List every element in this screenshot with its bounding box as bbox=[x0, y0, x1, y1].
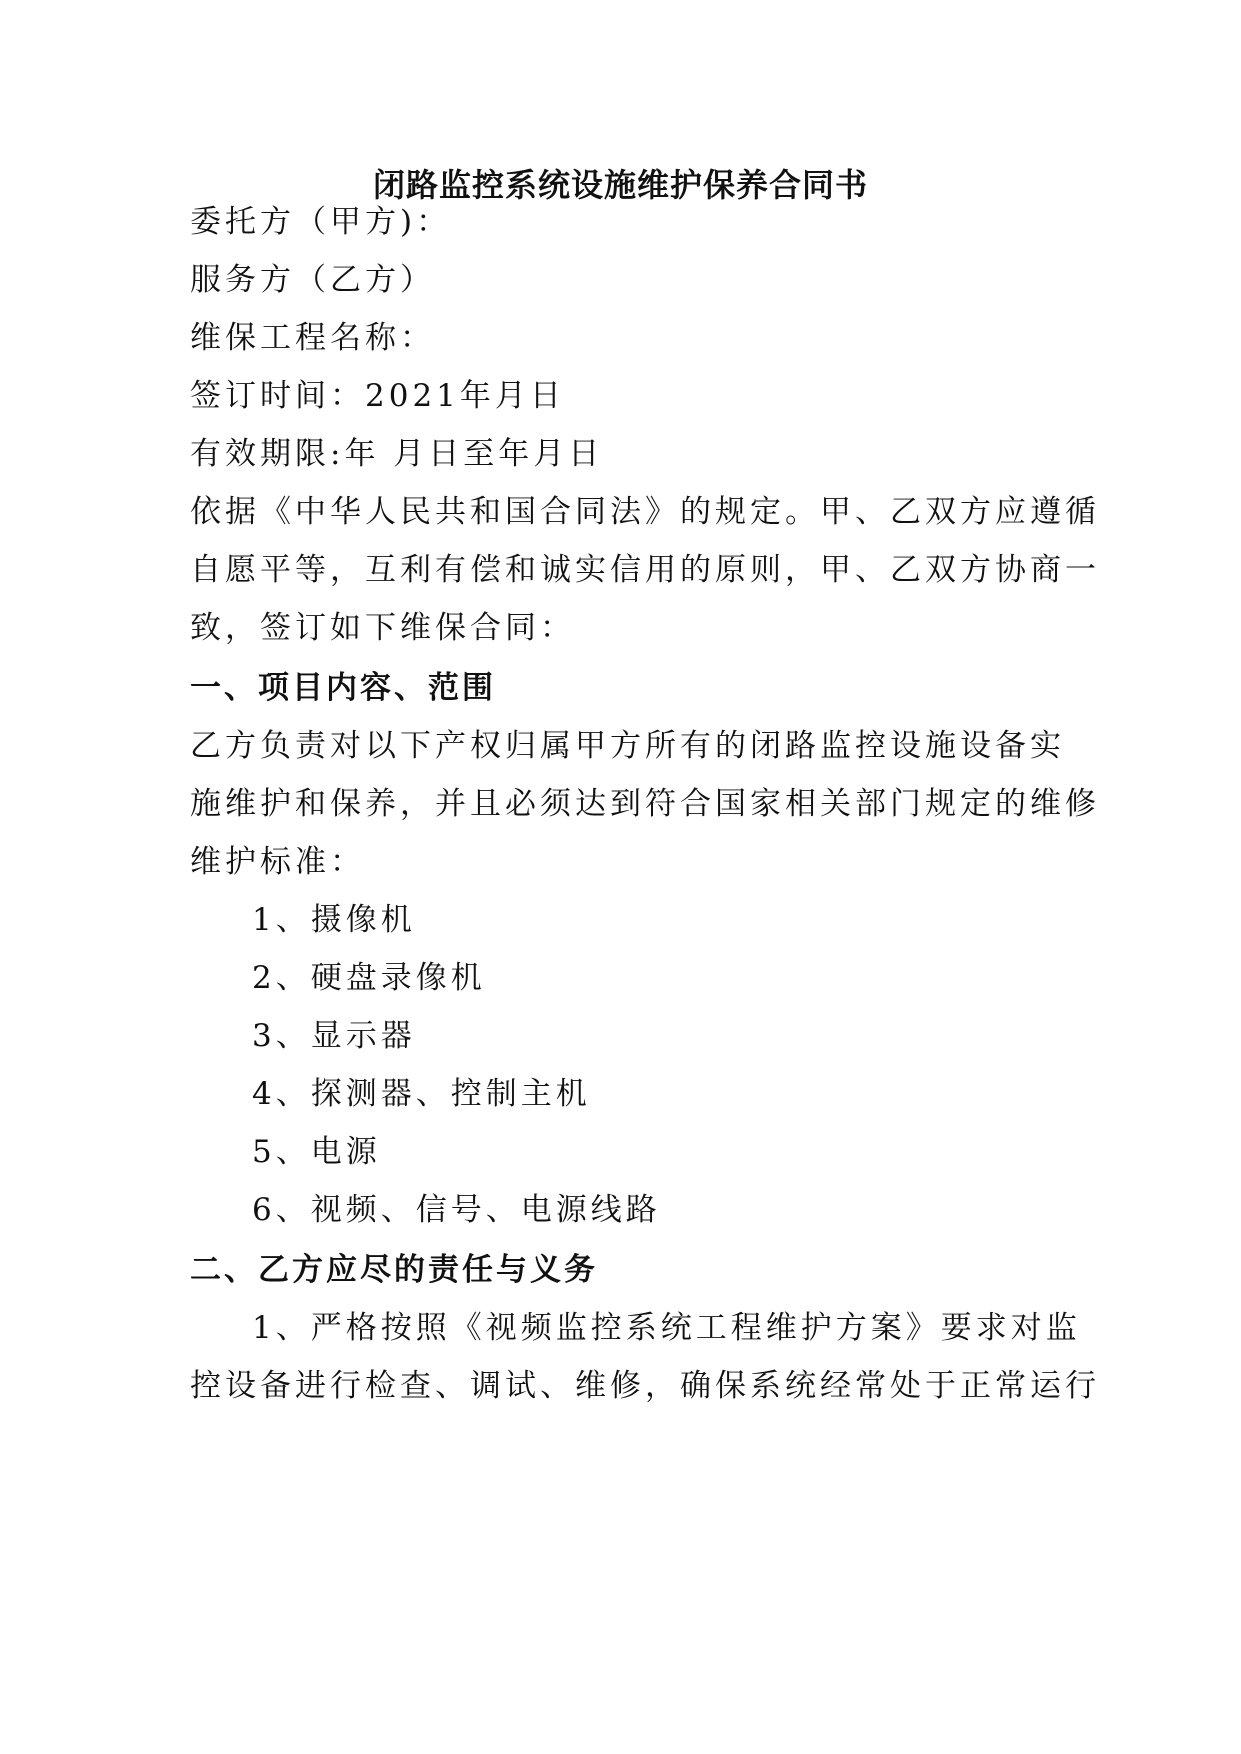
section-1-intro-line: 乙方负责对以下产权归属甲方所有的闭路监控设施设备实 bbox=[190, 728, 1065, 764]
section-1-heading: 一、项目内容、范围 bbox=[190, 670, 496, 706]
scope-list-item: 6、视频、信号、电源线路 bbox=[252, 1192, 661, 1228]
scope-list-item: 5、电源 bbox=[252, 1134, 381, 1170]
preamble-line: 自愿平等，互利有偿和诚实信用的原则，甲、乙双方协商一 bbox=[190, 552, 1100, 588]
section-2-heading: 二、乙方应尽的责任与义务 bbox=[190, 1252, 598, 1288]
preamble-line: 致，签订如下维保合同： bbox=[190, 610, 575, 646]
document-title: 闭路监控系统设施维护保养合同书 bbox=[372, 166, 868, 204]
client-field: 委托方（甲方)： bbox=[190, 204, 452, 240]
section-1-intro-line: 维护标准： bbox=[190, 844, 365, 880]
section-1-intro-line: 施维护和保养，并且必须达到符合国家相关部门规定的维修 bbox=[190, 786, 1100, 822]
provider-field: 服务方（乙方） bbox=[190, 262, 435, 298]
scope-list-item: 4、探测器、控制主机 bbox=[252, 1076, 591, 1112]
scope-list-item: 1、摄像机 bbox=[252, 902, 416, 938]
section-2-paragraph-line: 1、严格按照《视频监控系统工程维护方案》要求对监 bbox=[252, 1310, 1081, 1346]
project-name-field: 维保工程名称： bbox=[190, 320, 435, 356]
sign-date-field: 签订时间：2021年月日 bbox=[190, 378, 565, 414]
validity-field: 有效期限:年 月日至年月日 bbox=[190, 436, 604, 472]
scope-list-item: 3、显示器 bbox=[252, 1018, 416, 1054]
scope-list-item: 2、硬盘录像机 bbox=[252, 960, 486, 996]
section-2-paragraph-line: 控设备进行检查、调试、维修，确保系统经常处于正常运行 bbox=[190, 1368, 1100, 1404]
preamble-line: 依据《中华人民共和国合同法》的规定。甲、乙双方应遵循 bbox=[190, 494, 1100, 530]
